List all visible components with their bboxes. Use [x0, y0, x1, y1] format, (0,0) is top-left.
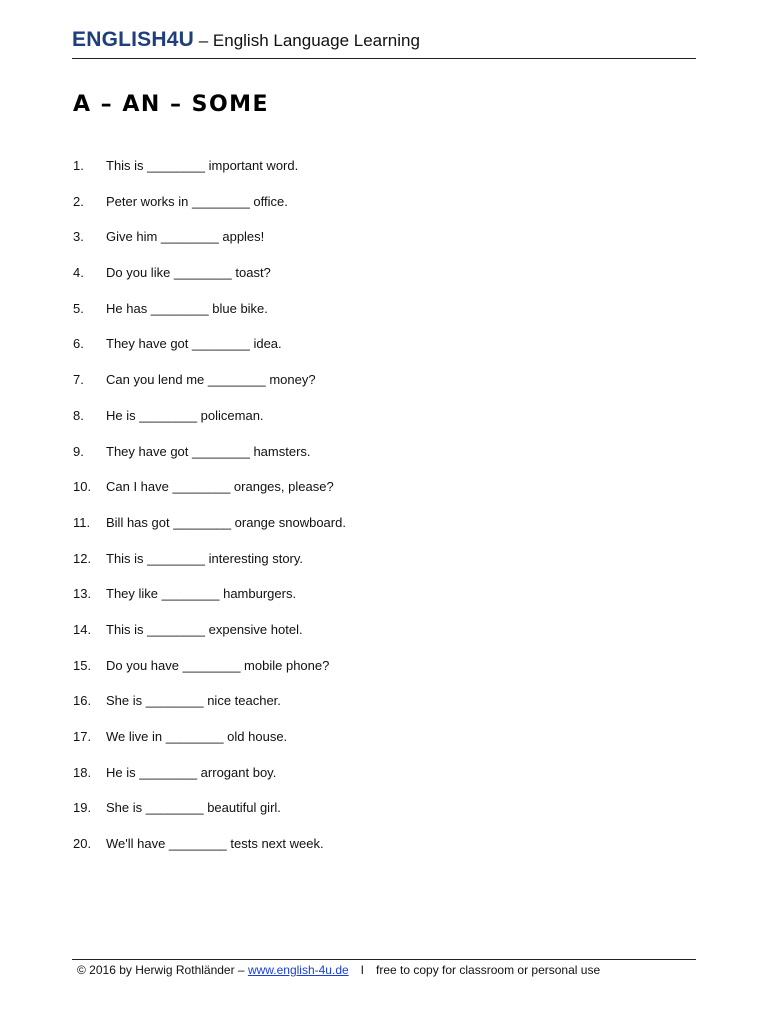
- exercise-number: 6.: [73, 336, 84, 352]
- footer-copyright: © 2016 by Herwig Rothländer –: [77, 963, 248, 977]
- brand-name: ENGLISH4U: [72, 28, 194, 51]
- exercise-sentence: This is ________ expensive hotel.: [106, 621, 303, 637]
- exercise-item: [73, 407, 673, 443]
- exercise-item: [73, 228, 673, 264]
- exercise-number: 3.: [73, 229, 84, 245]
- exercise-number: 9.: [73, 443, 84, 459]
- exercise-number: 5.: [73, 300, 84, 316]
- exercise-number: 11.: [73, 514, 91, 530]
- exercise-sentence: He is ________ arrogant boy.: [106, 764, 277, 780]
- exercise-number: 18.: [73, 764, 92, 780]
- exercise-number: 14.: [73, 621, 92, 637]
- exercise-item: [73, 300, 673, 336]
- exercise-item: [73, 799, 673, 835]
- exercise-item: [73, 764, 673, 800]
- header-separator: –: [194, 31, 213, 50]
- footer-separator: I: [360, 963, 365, 977]
- exercise-sentence: Peter works in ________ office.: [106, 193, 288, 209]
- exercise-item: [73, 657, 673, 693]
- exercise-sentence: This is ________ interesting story.: [106, 550, 304, 566]
- exercise-item: [73, 692, 673, 728]
- exercise-sentence: They like ________ hamburgers.: [106, 586, 297, 602]
- exercise-number: 1.: [73, 158, 84, 173]
- exercise-sentence: They have got ________ idea.: [106, 336, 282, 352]
- exercise-item: [73, 550, 673, 586]
- exercise-number: 8.: [73, 407, 84, 423]
- exercise-item: [73, 157, 673, 193]
- exercise-sentence: We'll have ________ tests next week.: [106, 836, 324, 852]
- exercise-item: [73, 514, 673, 550]
- footer-website-link[interactable]: www.english-4u.de: [247, 963, 349, 977]
- exercise-number: 15.: [73, 657, 92, 673]
- exercise-item: [73, 443, 673, 479]
- exercise-sentence: She is ________ beautiful girl.: [106, 800, 281, 816]
- exercise-item: [73, 728, 673, 764]
- exercise-item: [73, 335, 673, 371]
- exercise-item: [73, 193, 673, 229]
- exercise-sentence: This is ________ important word.: [106, 158, 299, 173]
- exercise-number: 4.: [73, 265, 84, 281]
- exercise-number: 17.: [73, 729, 92, 744]
- exercise-item: [73, 371, 673, 407]
- exercise-sentence: Do you have ________ mobile phone?: [106, 657, 330, 673]
- exercise-item: [73, 835, 673, 871]
- exercise-item: [73, 585, 673, 621]
- page-footer: [72, 959, 696, 977]
- exercise-number: 19.: [73, 800, 92, 816]
- exercise-number: 16.: [73, 693, 92, 709]
- exercise-item: [73, 264, 673, 300]
- exercise-item: [73, 621, 673, 657]
- exercise-sentence: He has ________ blue bike.: [106, 300, 268, 316]
- exercise-sentence: We live in ________ old house.: [106, 729, 288, 744]
- exercise-number: 20.: [73, 836, 92, 852]
- exercise-sentence: Bill has got ________ orange snowboard.: [106, 514, 346, 530]
- exercise-sentence: Can I have ________ oranges, please?: [106, 479, 334, 495]
- exercise-sentence: He is ________ policeman.: [106, 407, 264, 423]
- exercise-sentence: They have got ________ hamsters.: [106, 443, 311, 459]
- footer-note: free to copy for classroom or personal use: [376, 963, 601, 977]
- exercise-sentence: Give him ________ apples!: [106, 229, 265, 245]
- page-title: A – AN – SOME: [73, 92, 270, 117]
- exercise-number: 10.: [73, 479, 92, 495]
- header-subtitle: English Language Learning: [212, 31, 420, 50]
- exercise-number: 13.: [73, 586, 92, 602]
- exercise-sentence: Can you lend me ________ money?: [106, 372, 316, 388]
- exercise-list: [73, 157, 673, 871]
- exercise-number: 7.: [73, 372, 84, 388]
- exercise-sentence: She is ________ nice teacher.: [106, 693, 281, 709]
- exercise-item: [73, 478, 673, 514]
- exercise-number: 2.: [73, 193, 84, 209]
- exercise-number: 12.: [73, 550, 92, 566]
- page-header: [72, 28, 696, 59]
- exercise-sentence: Do you like ________ toast?: [106, 265, 271, 281]
